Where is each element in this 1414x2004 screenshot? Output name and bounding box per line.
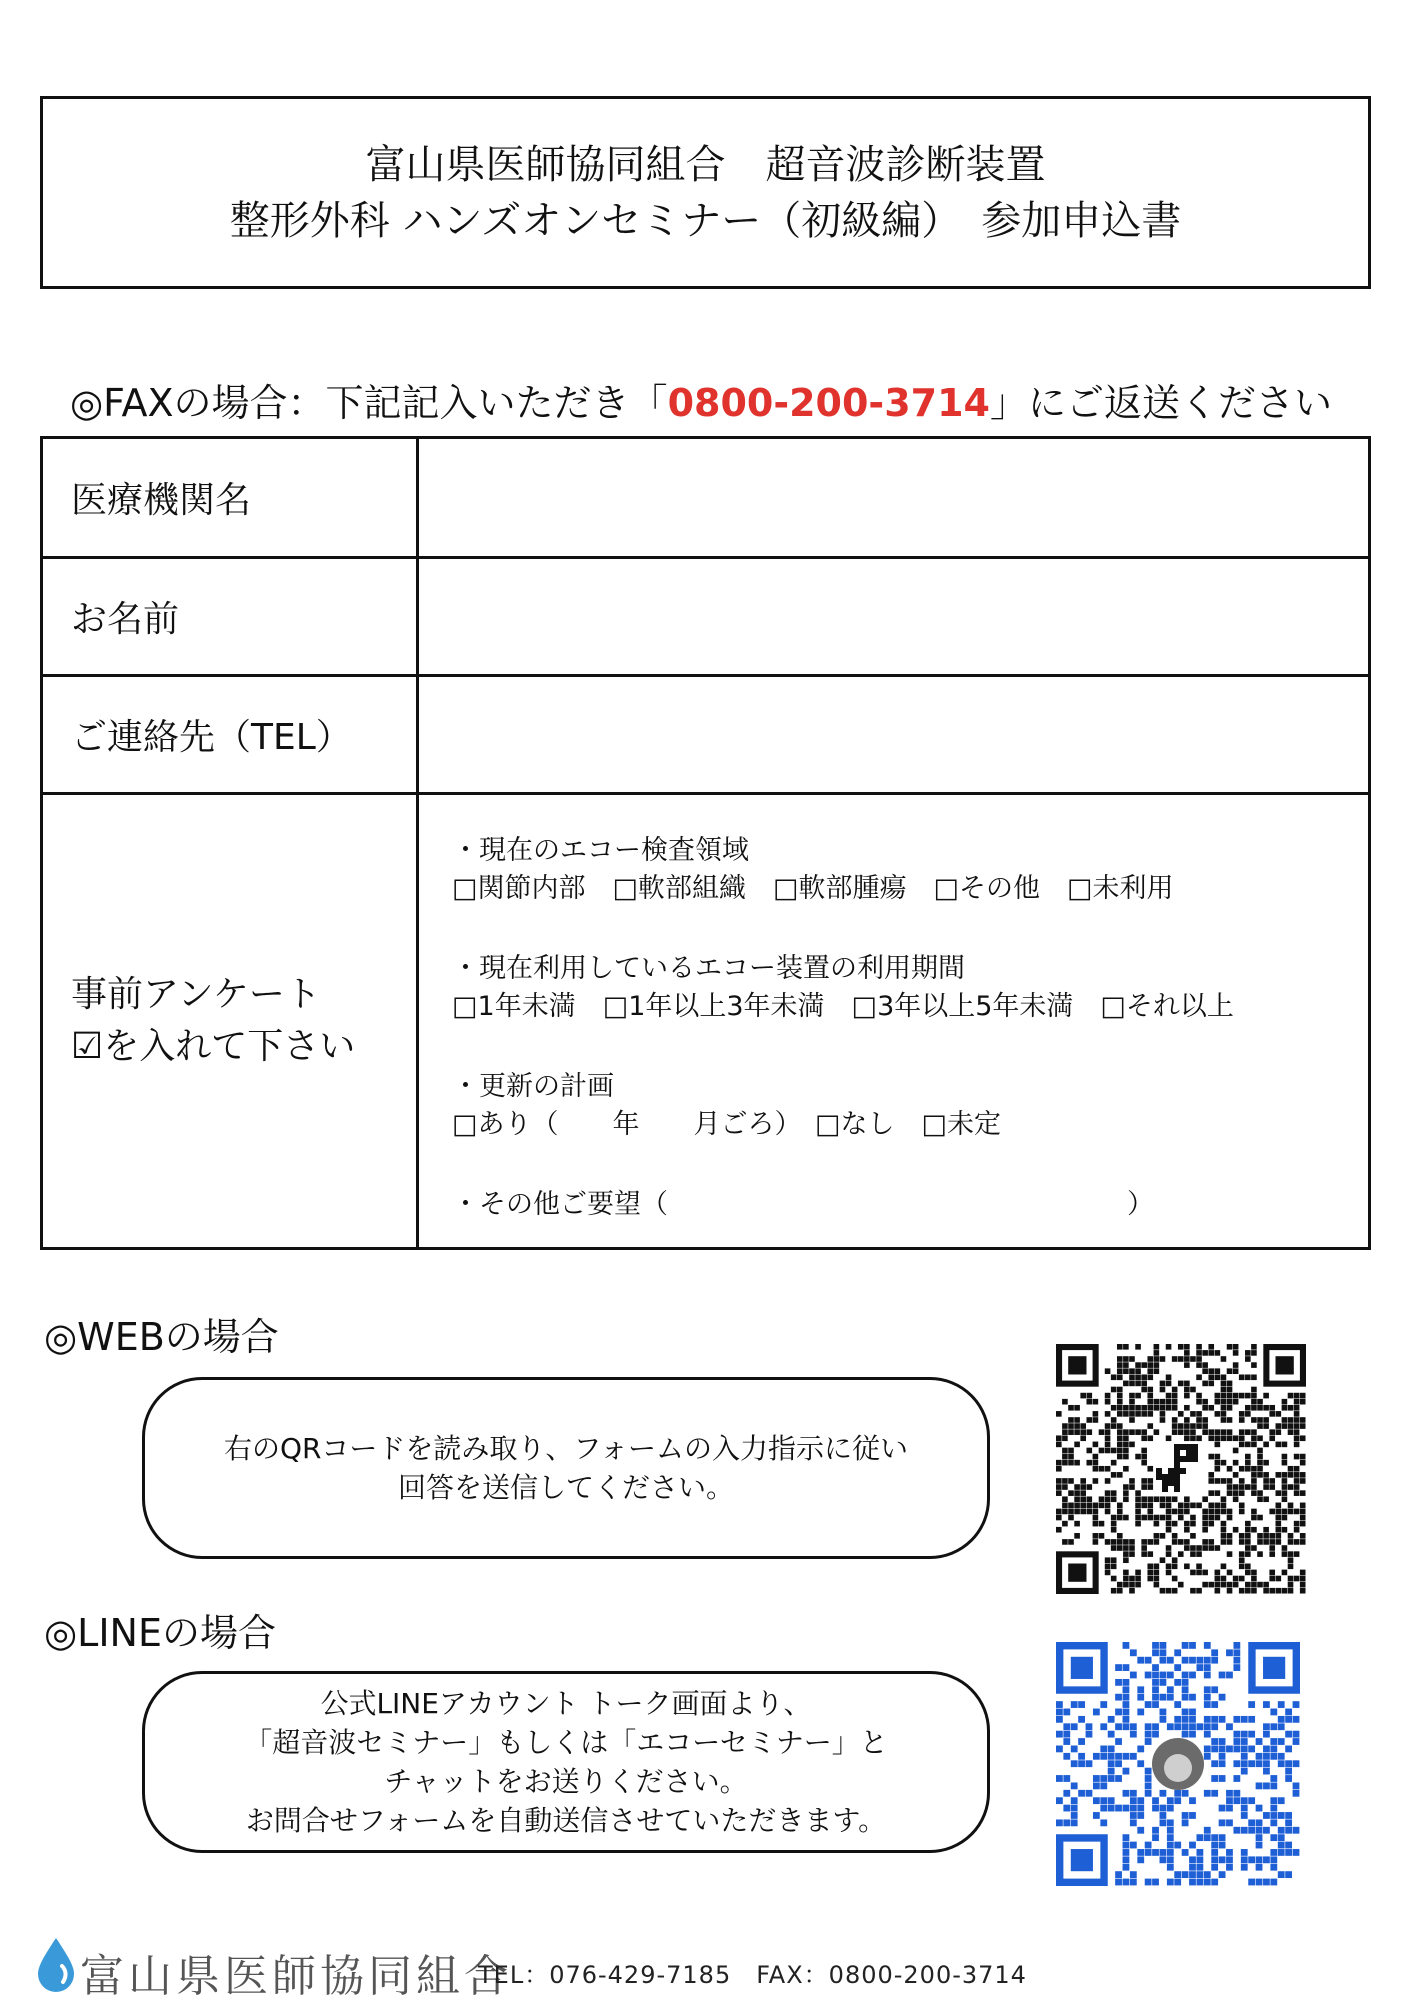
fax-heading bbox=[70, 372, 1332, 427]
contact-label: ご連絡先（TEL） bbox=[43, 677, 419, 792]
survey-q2: ・現在利用しているエコー装置の利用期間 bbox=[452, 953, 965, 984]
contact-row bbox=[43, 677, 1368, 795]
web-qr-code-image bbox=[1056, 1344, 1306, 1594]
institution-row bbox=[43, 439, 1368, 559]
line-instruction-line-4: お問合せフォームを自動送信させていただきます。 bbox=[245, 1804, 887, 1837]
org-logo-drop-icon bbox=[36, 1936, 76, 1996]
line-instruction-line-1: 公式LINEアカウント トーク画面より、 bbox=[320, 1687, 812, 1720]
institution-label: 医療機関名 bbox=[43, 439, 419, 556]
survey-q3-options[interactable]: □あり（ 年 月ごろ） □なし □未定 bbox=[452, 1109, 1002, 1140]
line-instruction-box bbox=[142, 1671, 990, 1853]
line-heading: ◎LINEの場合 bbox=[44, 1611, 276, 1655]
survey-q4[interactable]: ・その他ご要望（ ） bbox=[452, 1189, 1154, 1220]
line-instruction-line-3: チャットをお送りください。 bbox=[384, 1765, 748, 1798]
title-box bbox=[40, 96, 1371, 289]
institution-field[interactable] bbox=[419, 439, 1368, 556]
survey-q3: ・更新の計画 bbox=[452, 1071, 614, 1102]
web-heading: ◎WEBの場合 bbox=[44, 1315, 279, 1359]
water-drop-icon bbox=[36, 1936, 76, 1992]
fax-heading-suffix: 」にご返送ください bbox=[989, 381, 1332, 425]
footer-contact: TEL：076-429-7185 FAX：0800-200-3714 bbox=[478, 1961, 1027, 1989]
footer-org-name: 富山県医師協同組合 bbox=[80, 1951, 512, 2002]
line-qr-code-image bbox=[1056, 1642, 1300, 1886]
name-row bbox=[43, 559, 1368, 677]
line-account-avatar-icon bbox=[1152, 1738, 1204, 1790]
fax-number: 0800-200-3714 bbox=[667, 381, 990, 425]
web-instruction-line-1: 右のQRコードを読み取り、フォームの入力指示に従い bbox=[223, 1432, 909, 1465]
contact-field[interactable] bbox=[419, 677, 1368, 792]
web-instruction-box bbox=[142, 1377, 990, 1559]
web-qr-code[interactable] bbox=[1056, 1344, 1306, 1594]
survey-q1-options[interactable]: □関節内部 □軟部組織 □軟部腫瘍 □その他 □未利用 bbox=[452, 873, 1174, 904]
survey-q2-options[interactable]: □1年未満 □1年以上3年未満 □3年以上5年未満 □それ以上 bbox=[452, 991, 1234, 1022]
name-label: お名前 bbox=[43, 559, 419, 674]
survey-label bbox=[43, 795, 419, 1247]
survey-q1: ・現在のエコー検査領域 bbox=[452, 835, 749, 866]
line-instruction-line-2: 「超音波セミナー」もしくは「エコーセミナー」と bbox=[244, 1726, 888, 1759]
line-qr-code[interactable] bbox=[1056, 1642, 1300, 1886]
survey-label-line-2: ☑を入れて下さい bbox=[71, 1026, 356, 1067]
fax-heading-prefix: ◎FAXの場合：下記記入いただき「 bbox=[70, 381, 668, 425]
title-line-1: 富山県医師協同組合 超音波診断装置 bbox=[365, 141, 1046, 188]
name-field[interactable] bbox=[419, 559, 1368, 674]
survey-label-line-1: 事前アンケート bbox=[71, 974, 321, 1015]
dinosaur-icon bbox=[1156, 1444, 1198, 1492]
title-line-2: 整形外科 ハンズオンセミナー（初級編） 参加申込書 bbox=[229, 197, 1182, 244]
web-instruction-line-2: 回答を送信してください。 bbox=[397, 1471, 734, 1504]
